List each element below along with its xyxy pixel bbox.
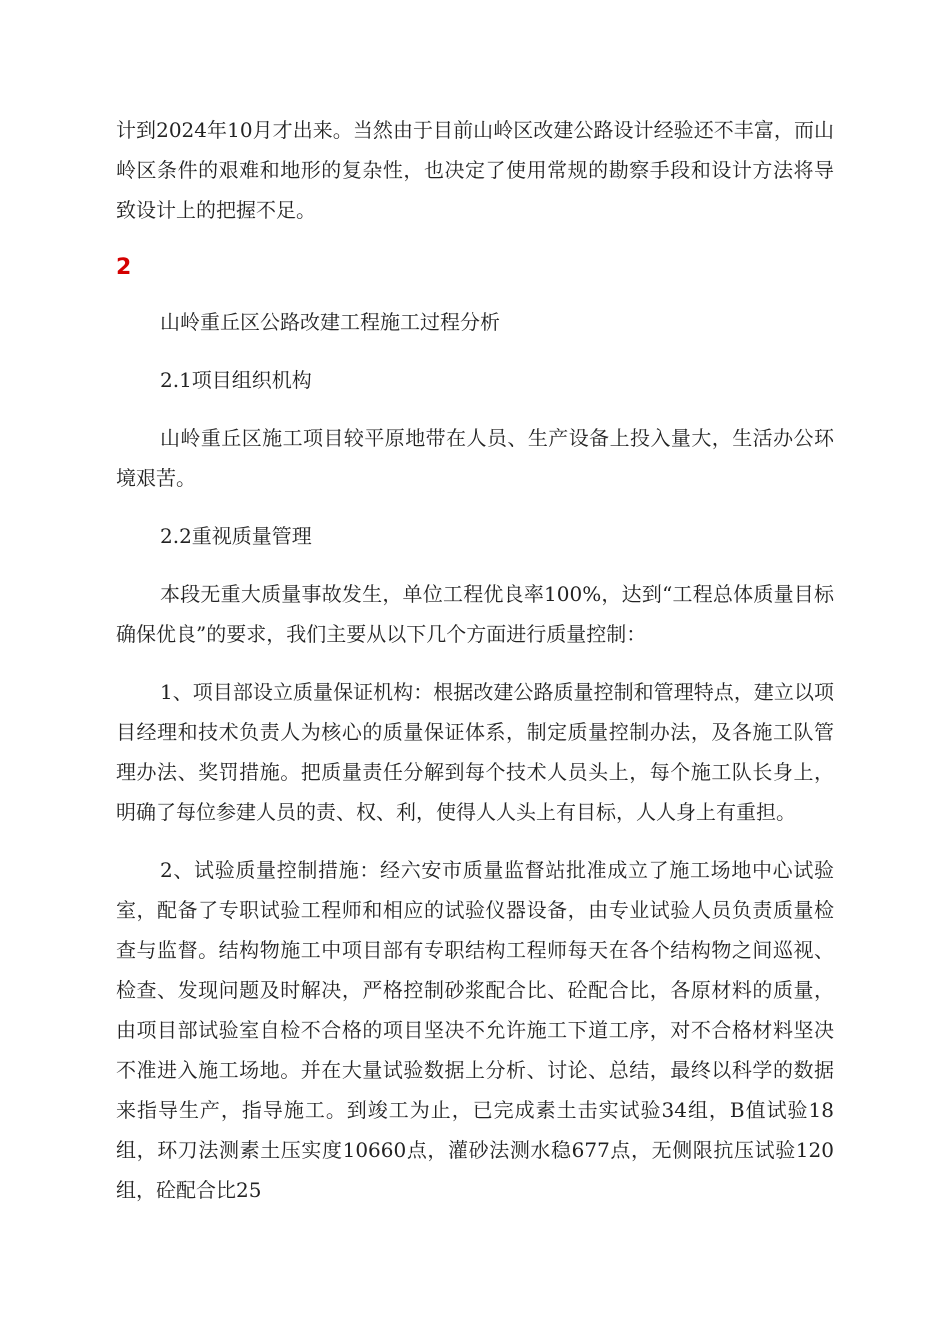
subsection-2-1-body: 山岭重丘区施工项目较平原地带在人员、生产设备上投入量大，生活办公环境艰苦。	[116, 426, 834, 490]
list-item-2: 2、试验质量控制措施：经六安市质量监督站批准成立了施工场地中心试验室，配备了专职试验工程师和相应的试验仪器设备，由专业试验人员负责质量检查与监督。结构物施工中项目部有专职结构工程师每天在各个结构物之间巡视、检查、发现问题及时解决，严格控制砂浆配合比、砼配合比，各原材料的质量，由项目部试验室自检不合格的项目坚决不允许施工下道工序，对不合格材料坚决不准进入施工场地。并在大量试验数据上分析、讨论、总结，最终以科学的数据来指导生产，指导施工。到竣工为止，已完成素土击实试验34组，B值试验18组，环刀法测素土压实度10660点，灌砂法测水稳677点，无侧限抗压试验120组，砼配合比25	[116, 858, 834, 1202]
subsection-2-2-body: 本段无重大质量事故发生，单位工程优良率100%，达到“工程总体质量目标确保优良”的要求，我们主要从以下几个方面进行质量控制：	[116, 582, 834, 646]
intro-paragraph: 计到2024年10月才出来。当然由于目前山岭区改建公路设计经验还不丰富，而山岭区条件的艰难和地形的复杂性，也决定了使用常规的勘察手段和设计方法将导致设计上的把握不足。	[116, 118, 834, 222]
subsection-2-2-heading: 2.2重视质量管理	[160, 524, 312, 548]
section-number: 2	[116, 255, 132, 280]
section-title: 山岭重丘区公路改建工程施工过程分析	[160, 310, 500, 334]
subsection-2-1-heading: 2.1项目组织机构	[160, 368, 312, 392]
list-item-1: 1、项目部设立质量保证机构：根据改建公路质量控制和管理特点，建立以项目经理和技术负责人为核心的质量保证体系，制定质量控制办法，及各施工队管理办法、奖罚措施。把质量责任分解到每个技术人员头上，每个施工队长身上，明确了每位参建人员的责、权、利，使得人人头上有目标，人人身上有重担。	[116, 680, 834, 824]
document-body	[116, 110, 834, 1228]
